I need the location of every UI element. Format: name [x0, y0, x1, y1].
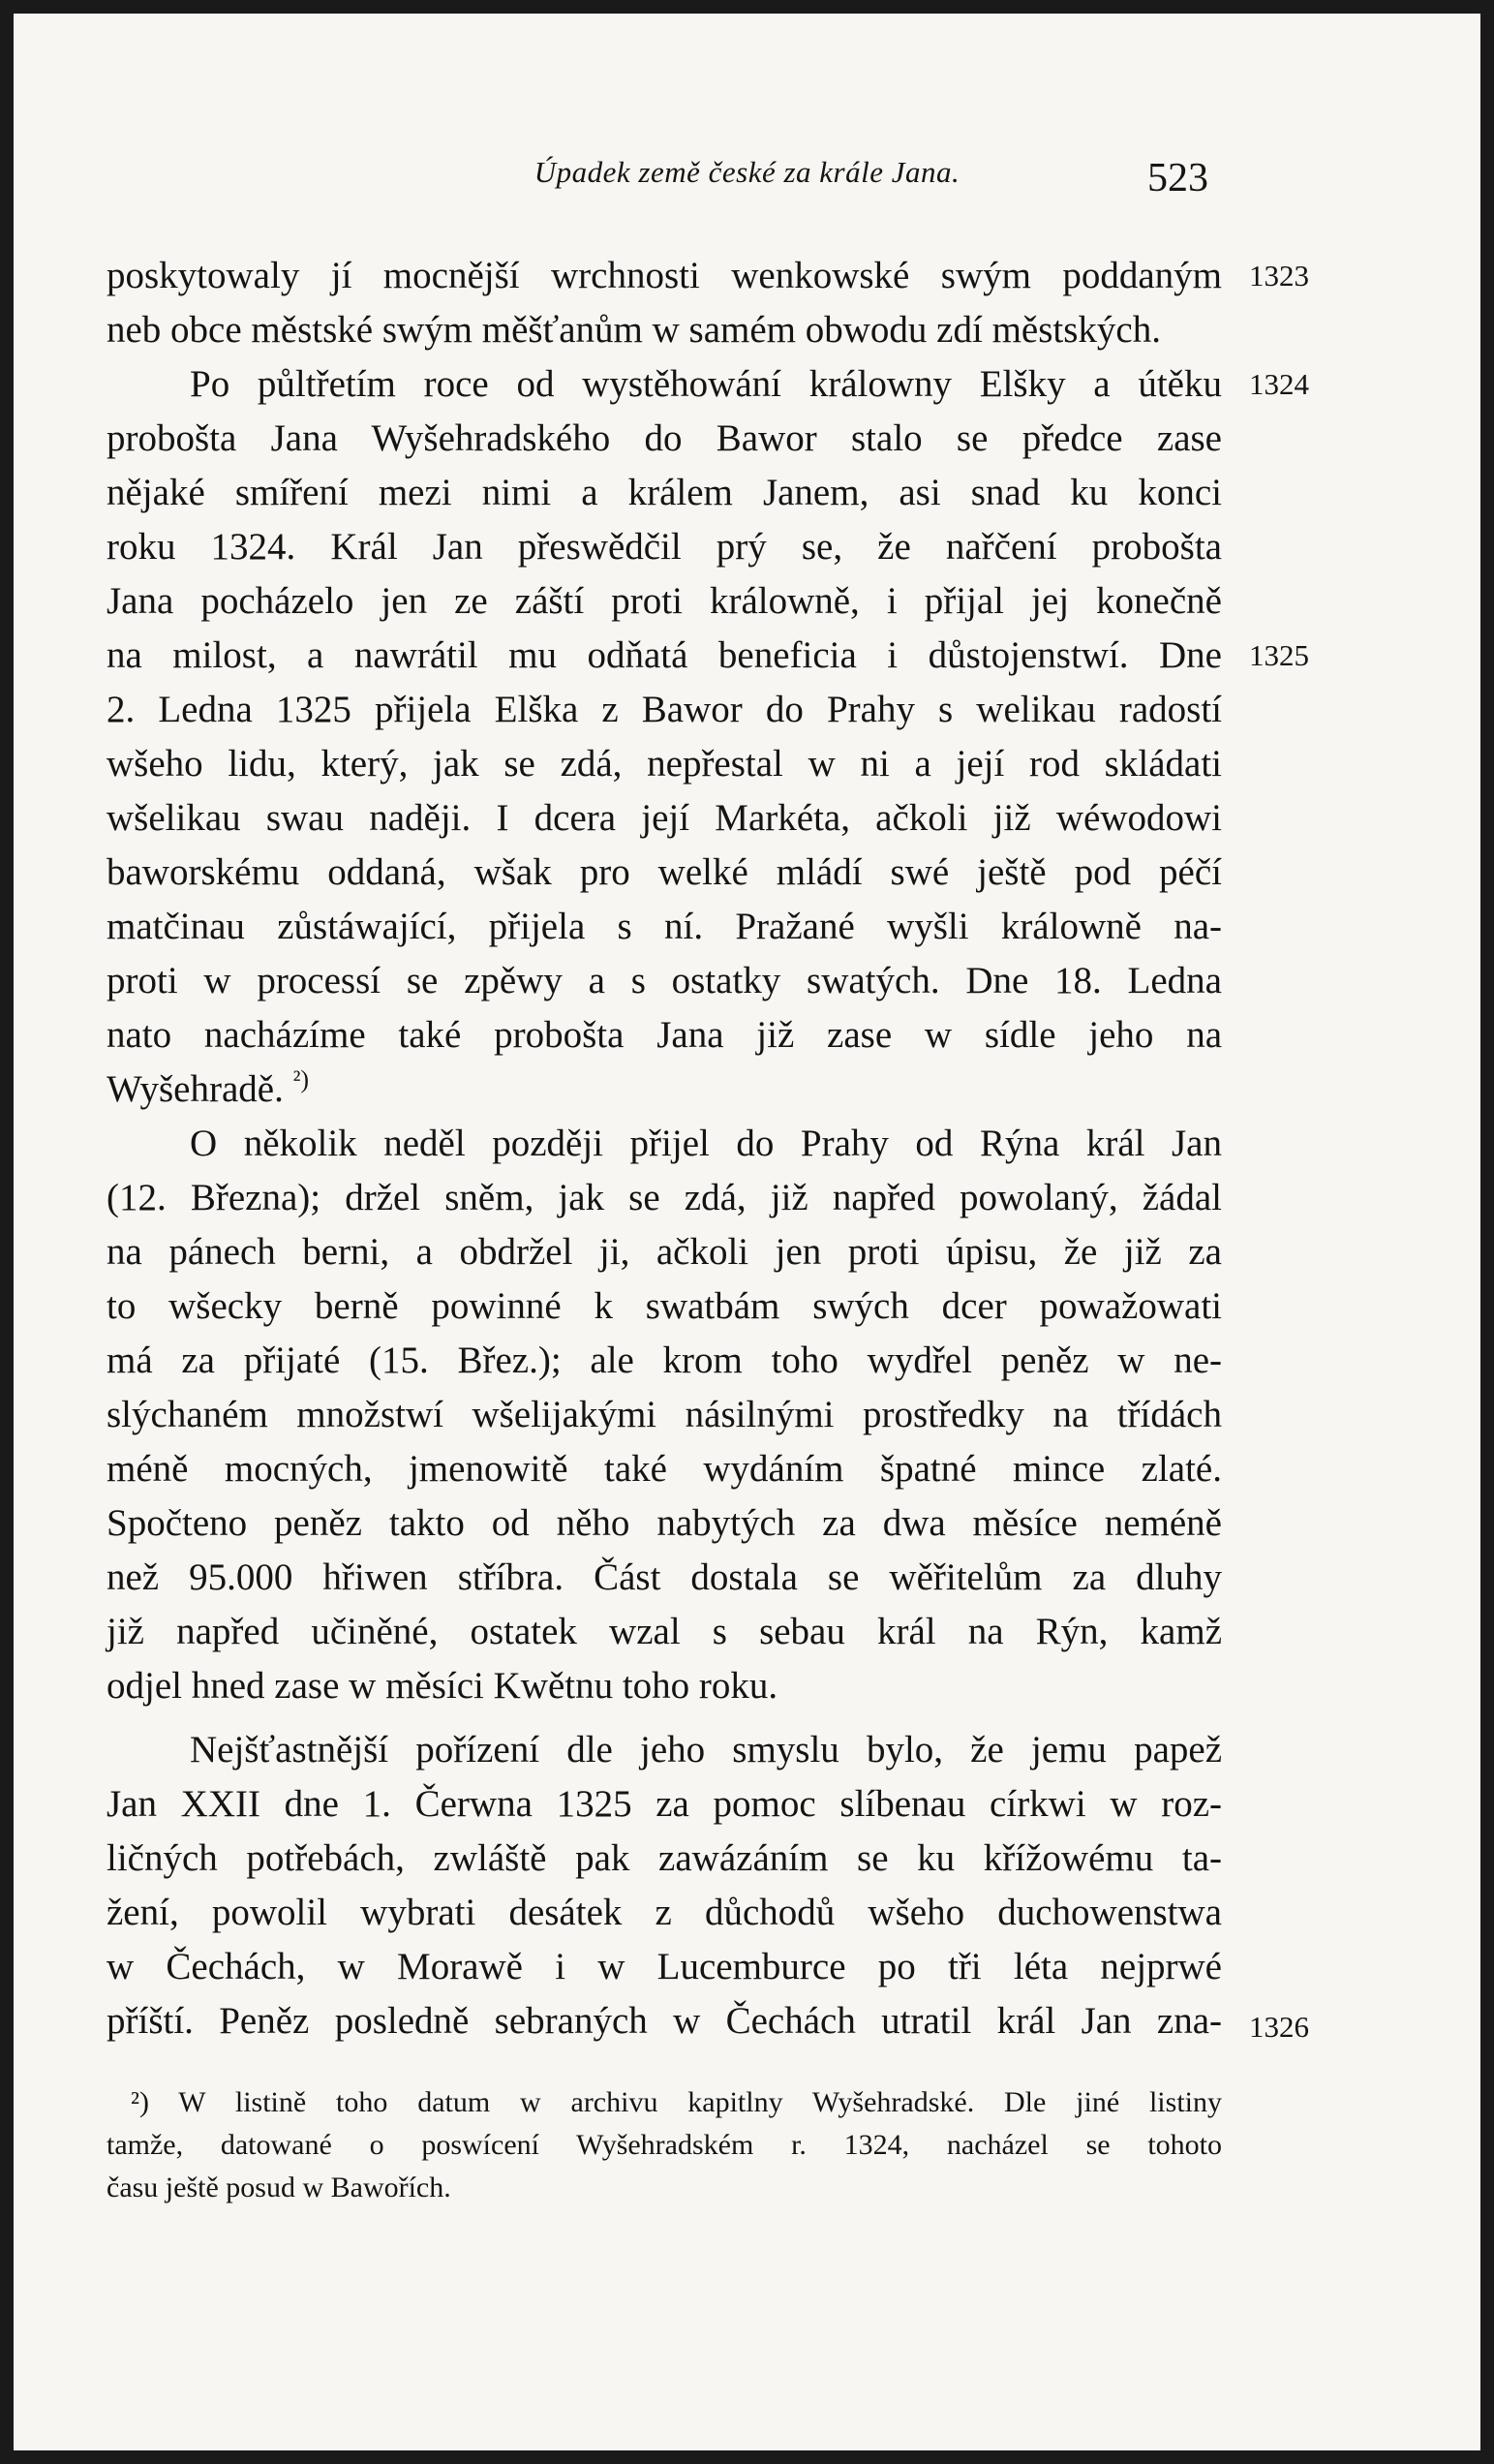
text-line: matčinau zůstáwající, přijela s ní. Pražané wyšli králowně na- [107, 906, 1222, 947]
text-line: na pánech berni, a obdržel ji, ačkoli jen proti úpisu, že již za [107, 1231, 1222, 1273]
margin-year: 1325 [1249, 638, 1309, 672]
text-line: neb obce městské swým měšťanům w samém obwodu zdí městských. [107, 309, 1161, 351]
footnote-line: času ještě posud w Bawořích. [107, 2171, 451, 2203]
text-line: odjel hned zase w měsíci Kwětnu toho roku. [107, 1665, 778, 1707]
text-line: Nejšťastnější pořízení dle jeho smyslu bylo, že jemu papež [190, 1729, 1222, 1771]
text-line: O několik neděl později přijel do Prahy od Rýna král Jan [190, 1123, 1222, 1164]
text-line: wšeho lidu, který, jak se zdá, nepřestal w ni a její rod skládati [107, 743, 1222, 785]
text-line: ličných potřebách, zwláště pak zawázáním se ku křížowému ta- [107, 1837, 1222, 1879]
text-line: 2. Ledna 1325 přijela Elška z Bawor do Prahy s welikau radostí [107, 689, 1222, 730]
text-line: než 95.000 hřiwen stříbra. Část dostala se wěřitelům za dluhy [107, 1556, 1222, 1598]
margin-year: 1324 [1249, 367, 1309, 401]
footnote-line: ²) W listině toho datum w archivu kapitlny Wyšehradské. Dle jiné listiny [131, 2086, 1222, 2118]
running-header: Úpadek země české za krále Jana. [534, 155, 960, 189]
text-line: to wšecky berně powinné k swatbám swých dcer powažowati [107, 1285, 1222, 1327]
text-line: již napřed učiněné, ostatek wzal s sebau král na Rýn, kamž [107, 1611, 1222, 1652]
text-line: proti w processí se zpěwy a s ostatky swatých. Dne 18. Ledna [107, 960, 1222, 1001]
text-line [107, 1063, 1222, 1116]
margin-year: 1323 [1249, 259, 1309, 293]
text-line: žení, powolil wybrati desátek z důchodů wšeho duchowenstwa [107, 1892, 1222, 1933]
text-line: méně mocných, jmenowitě také wydáním špatné mince zlaté. [107, 1448, 1222, 1490]
text-line: Jan XXII dne 1. Čerwna 1325 za pomoc slíbenau církwi w roz- [107, 1783, 1222, 1825]
text-line: probošta Jana Wyšehradského do Bawor stalo se předce zase [107, 417, 1222, 459]
text-line-content: Wyšehradě. [107, 1068, 284, 1110]
text-line: příští. Peněz posledně sebraných w Čechách utratil král Jan zna- [107, 2000, 1222, 2042]
page-number: 523 [1147, 156, 1208, 200]
footnote-reference: ²) [292, 1065, 310, 1093]
text-line: (12. Března); držel sněm, jak se zdá, již napřed powolaný, žádal [107, 1177, 1222, 1218]
text-line: roku 1324. Král Jan přeswědčil prý se, že nařčení probošta [107, 526, 1222, 568]
text-line: na milost, a nawrátil mu odňatá beneficia i důstojenstwí. Dne [107, 634, 1222, 676]
text-line: w Čechách, w Morawě i w Lucemburce po tři léta nejprwé [107, 1946, 1222, 1987]
text-line: Jana pocházelo jen ze záští proti králowně, i přijal jej konečně [107, 580, 1222, 622]
footnote-line: tamže, datowané o poswícení Wyšehradském r. 1324, nacházel se tohoto [107, 2129, 1222, 2161]
text-line: baworskému oddaná, wšak pro welké mládí swé ještě pod péčí [107, 851, 1222, 893]
text-line: má za přijaté (15. Břez.); ale krom toho wydřel peněz w ne- [107, 1340, 1222, 1381]
text-line: nato nacházíme také probošta Jana již zase w sídle jeho na [107, 1014, 1222, 1056]
text-line: poskytowaly jí mocnější wrchnosti wenkowské swým poddaným [107, 255, 1222, 296]
text-line: nějaké smíření mezi nimi a králem Janem, asi snad ku konci [107, 472, 1222, 513]
text-line: Po půltřetím roce od wystěhowání králowny Elšky a útěku [190, 363, 1222, 405]
margin-year: 1326 [1249, 2010, 1309, 2044]
text-line: Spočteno peněz takto od něho nabytých za dwa měsíce neméně [107, 1502, 1222, 1544]
text-line: slýchaném množstwí wšelijakými násilnými prostředky na třídách [107, 1394, 1222, 1435]
text-line: wšelikau swau naději. I dcera její Markéta, ačkoli již wéwodowi [107, 797, 1222, 839]
